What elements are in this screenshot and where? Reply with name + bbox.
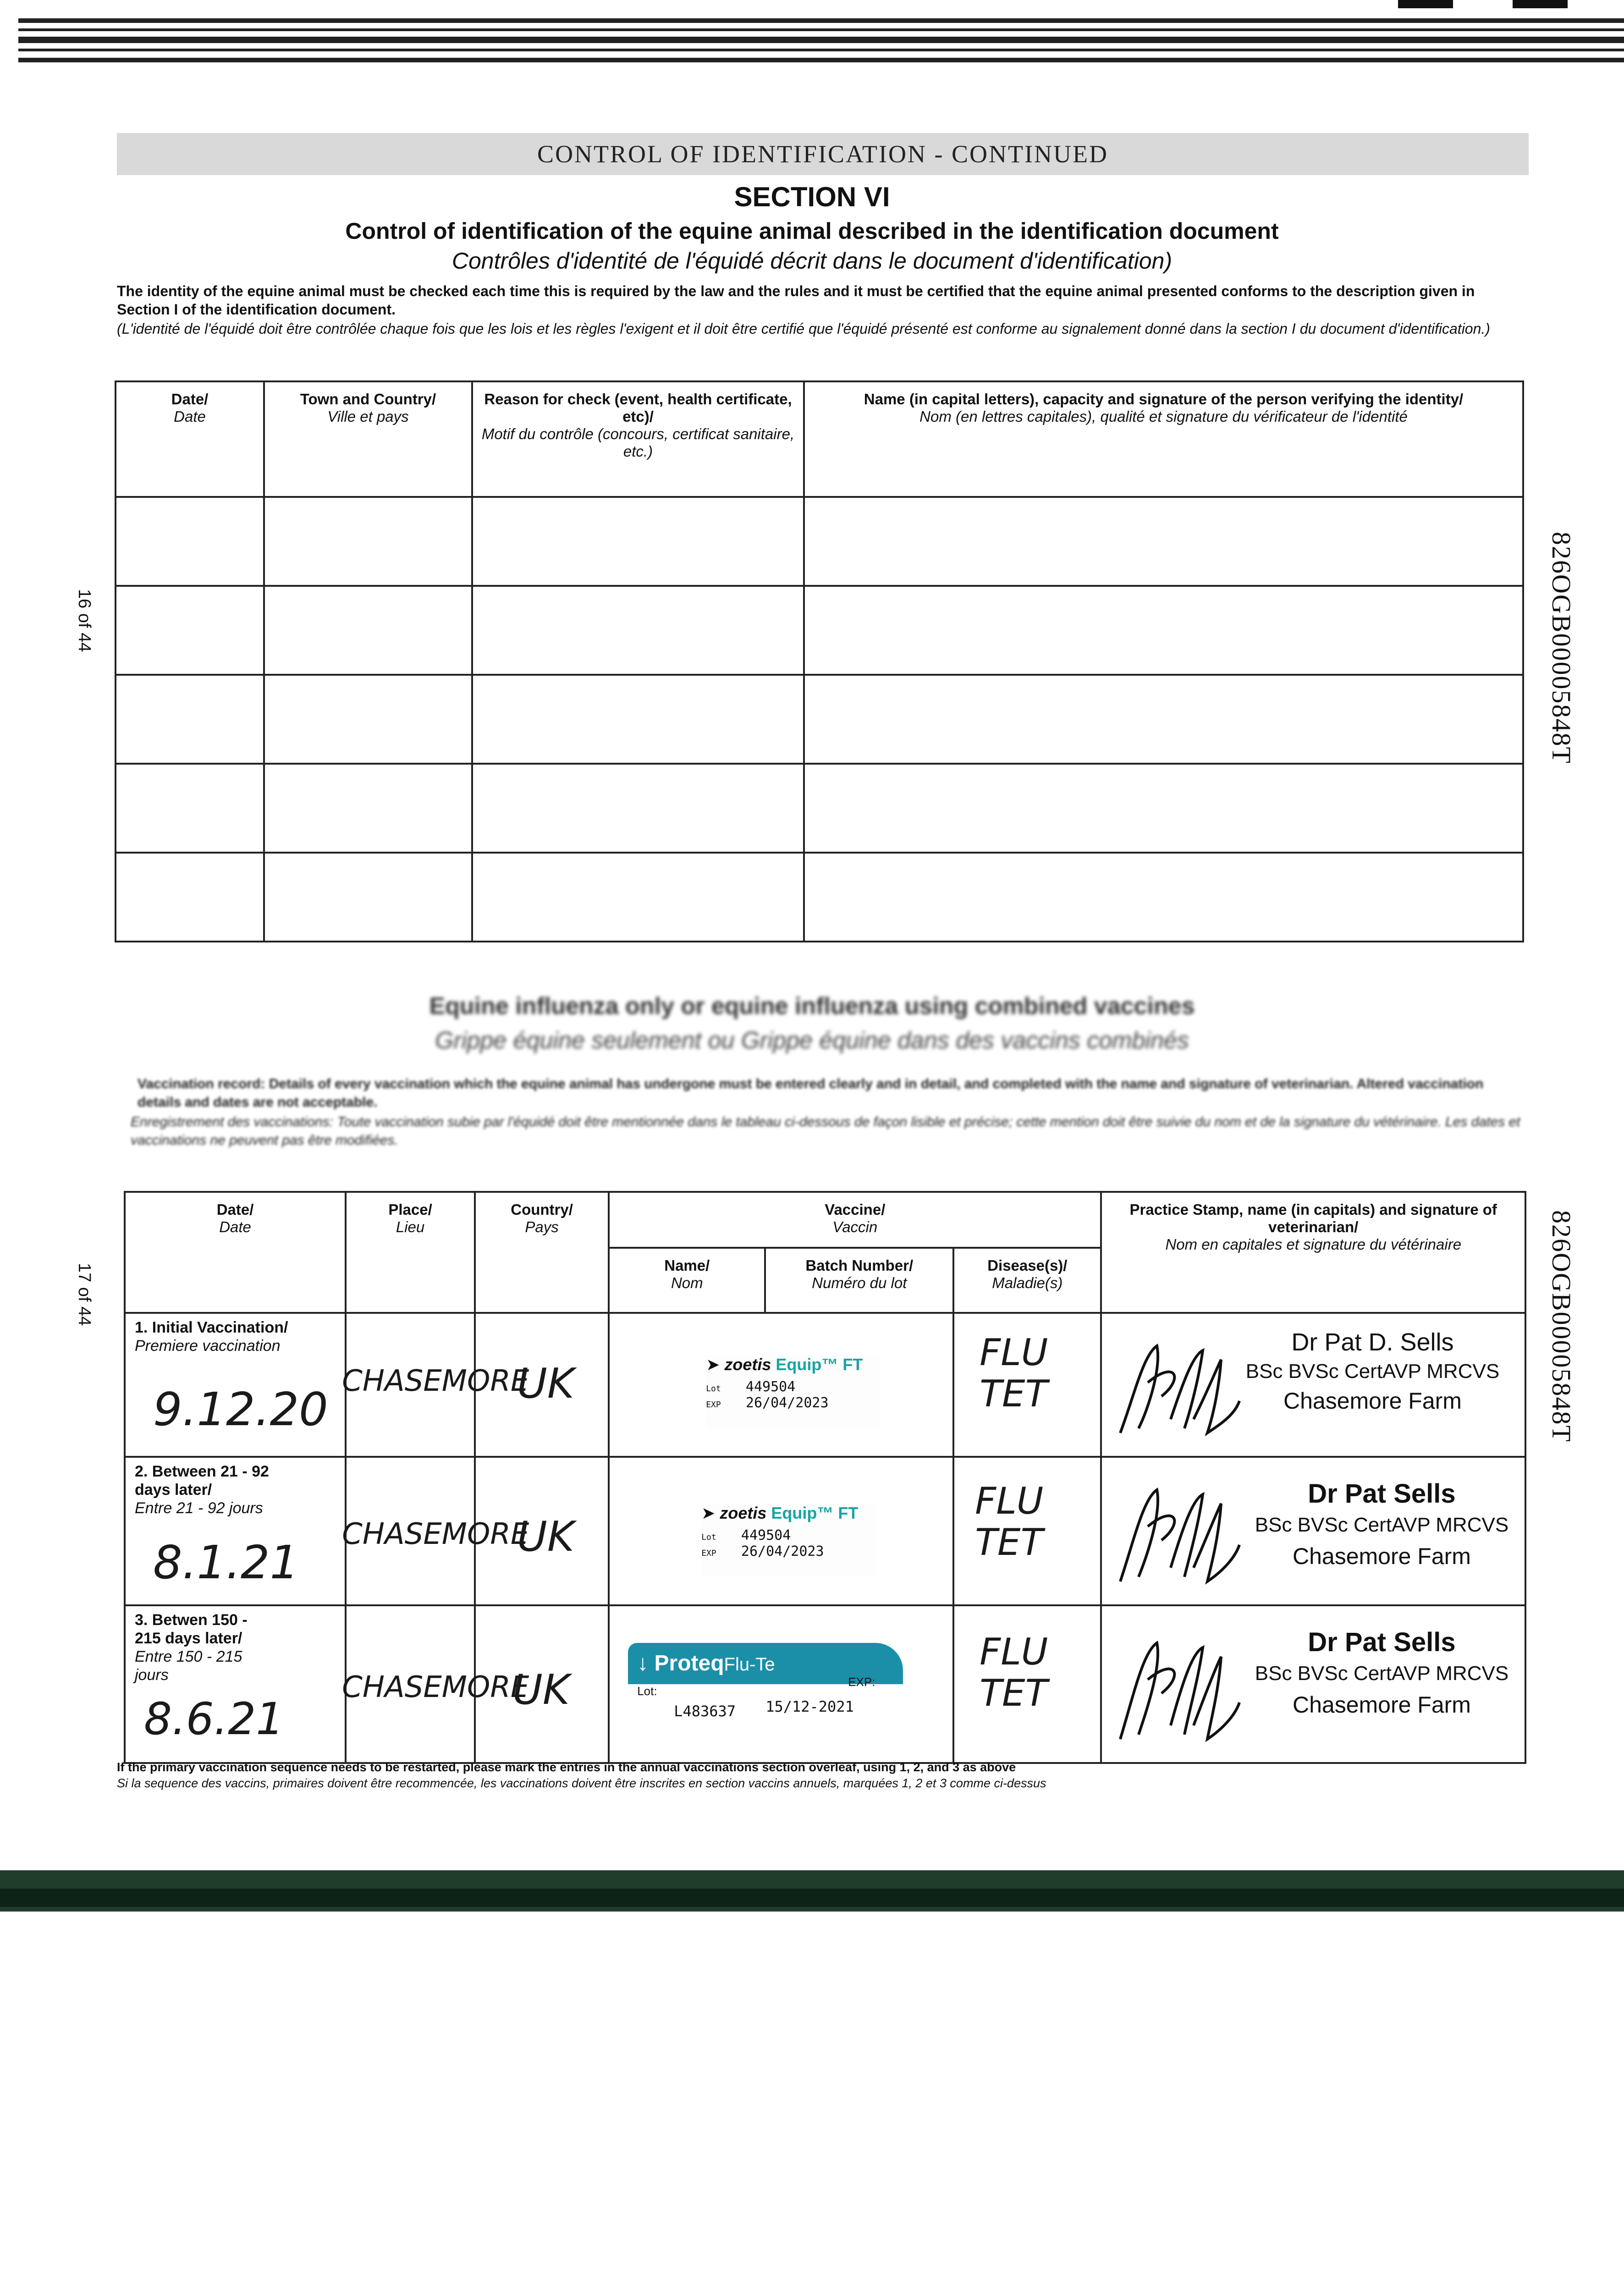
intro-fr: (L'identité de l'équidé doit être contrôlée chaque fois que les lois et les règles l'exigent et il doit être certifié que l'équidé présenté est conforme au signalement donné dans la section I du document d'identification.) [117, 320, 1490, 337]
vaccination-row-2 [125, 1457, 1525, 1605]
vaccination-record-en: Vaccination record: Details of every vaccination which the equine animal has undergone must be entered clearly and in detail, and completed with the name and signature of veterinarian. Altered vaccination details and dates are not acceptable. [138, 1076, 1484, 1110]
scan-corner-mark [1513, 0, 1568, 8]
header-vaccine-name: Name/ Nom [609, 1248, 765, 1313]
header-veterinarian: Practice Stamp, name (in capitals) and signature of veterinarian/ Nom en capitales et signature du vétérinaire [1101, 1192, 1525, 1313]
cell-country[interactable] [475, 1313, 609, 1457]
header-place: Place/ Lieu [346, 1192, 475, 1313]
identification-check-table [115, 380, 1524, 942]
cell-town[interactable] [264, 586, 472, 675]
disease-flu: FLU [975, 1480, 1044, 1522]
table-row [116, 853, 1523, 942]
vaccine-sticker [706, 1355, 880, 1428]
header-date: Date/ Date [116, 381, 264, 497]
cell-country[interactable] [475, 1605, 609, 1763]
lot-label: Lot [706, 1384, 721, 1394]
disease-flu: FLU [980, 1331, 1048, 1374]
disease-tet: TET [980, 1672, 1048, 1714]
header-date: Date/ Date [125, 1192, 346, 1313]
vaccination-row-1 [125, 1313, 1525, 1457]
disease-tet: TET [980, 1372, 1048, 1415]
cell-verifier[interactable] [804, 853, 1523, 942]
lot-number: 449504 [741, 1527, 791, 1543]
footnote-fr: Si la sequence des vaccins, primaires doivent être recommencée, les vaccinations doivent être inscrites en section vaccins annuels, marquées 1, 2 et 3 comme ci-dessus [117, 1776, 1046, 1790]
vet-practice: Chasemore Farm [1292, 1543, 1471, 1569]
vaccine-name: Flu-Te [724, 1654, 775, 1675]
cell-reason[interactable] [472, 764, 804, 853]
signature-icon [1107, 1471, 1244, 1591]
section-banner: CONTROL OF IDENTIFICATION - CONTINUED [117, 133, 1529, 175]
cell-disease[interactable] [953, 1457, 1101, 1605]
cell-town[interactable] [264, 675, 472, 764]
header-town-country: Town and Country/ Ville et pays [264, 381, 472, 497]
title-en: Control of identification of the equine animal described in the identification document [345, 218, 1279, 244]
passport-code-bottom: 826OGB00005848T [1547, 1210, 1576, 1443]
scan-corner-mark [1398, 0, 1453, 8]
cell-town[interactable] [264, 853, 472, 942]
passport-code-top: 826OGB00005848T [1547, 532, 1576, 764]
zoetis-logo-icon: ➤ [701, 1504, 720, 1522]
table-row [116, 764, 1523, 853]
cell-date[interactable] [125, 1457, 346, 1605]
header-vaccine: Vaccine/ Vaccin [609, 1192, 1101, 1248]
exp-label: EXP [701, 1548, 716, 1558]
title-fr: Contrôles d'identité de l'équidé décrit dans le document d'identification) [451, 248, 1173, 274]
vaccine-brand: Proteq [654, 1651, 724, 1675]
cell-verifier[interactable] [804, 586, 1523, 675]
cell-date[interactable] [116, 764, 264, 853]
cell-veterinarian[interactable] [1101, 1457, 1525, 1605]
vaccine-sticker [701, 1504, 875, 1577]
cell-vaccine-sticker[interactable] [609, 1605, 953, 1763]
cell-date[interactable] [116, 853, 264, 942]
cell-place[interactable] [342, 1605, 529, 1763]
vaccine-name: Equip™ FT [776, 1355, 863, 1374]
disease-tet: TET [975, 1521, 1043, 1564]
row-label-fr: Entre 21 - 92 jours [135, 1499, 263, 1517]
expiry-date: 15/12-2021 [765, 1698, 854, 1715]
page-footer-edge [0, 1889, 1624, 1907]
vaccination-place: CHASEMORE [342, 1670, 529, 1704]
table-row [116, 497, 1523, 586]
vet-practice: Chasemore Farm [1283, 1388, 1462, 1414]
row-label-en: 1. Initial Vaccination/ [135, 1319, 288, 1336]
cell-date[interactable] [116, 586, 264, 675]
vaccination-date: 8.1.21 [153, 1536, 299, 1589]
page-number-top: 16 of 44 [75, 589, 94, 652]
row-label-en: 3. Betwen 150 - 215 days later/ [135, 1611, 248, 1647]
scan-border-top [0, 18, 1624, 69]
cell-verifier[interactable] [804, 675, 1523, 764]
lot-label: Lot [701, 1532, 716, 1542]
vet-name: Dr Pat D. Sells [1291, 1328, 1454, 1356]
cell-reason[interactable] [472, 497, 804, 586]
vet-qualifications: BSc BVSc CertAVP MRCVS [1245, 1360, 1500, 1383]
vet-qualifications: BSc BVSc CertAVP MRCVS [1255, 1662, 1509, 1685]
proteq-logo-icon: ↓ [637, 1651, 655, 1675]
cell-town[interactable] [264, 497, 472, 586]
header-verifier: Name (in capital letters), capacity and signature of the person verifying the identity/ Nom (en lettres capitales), qualité et signature du vérificateur de l'identité [804, 381, 1523, 497]
exp-label: EXP: [848, 1675, 875, 1689]
cell-country[interactable] [475, 1457, 609, 1605]
cell-date[interactable] [125, 1313, 346, 1457]
cell-disease[interactable] [953, 1605, 1101, 1763]
cell-date[interactable] [116, 497, 264, 586]
lot-number: 449504 [745, 1379, 796, 1395]
cell-place[interactable] [342, 1313, 529, 1457]
header-batch-number: Batch Number/ Numéro du lot [765, 1248, 953, 1313]
table-row [116, 675, 1523, 764]
vaccination-country: UK [517, 1360, 574, 1408]
vaccination-heading-fr: Grippe équine seulement ou Grippe équine dans des vaccins combinés [435, 1027, 1189, 1054]
header-country: Country/ Pays [475, 1192, 609, 1313]
vet-name: Dr Pat Sells [1308, 1479, 1456, 1509]
cell-place[interactable] [342, 1457, 529, 1605]
header-reason: Reason for check (event, health certificate, etc)/ Motif du contrôle (concours, certificat sanitaire, etc.) [472, 381, 804, 497]
cell-reason[interactable] [472, 853, 804, 942]
signature-icon [1107, 1625, 1244, 1748]
cell-reason[interactable] [472, 675, 804, 764]
signature-icon [1107, 1328, 1244, 1447]
cell-date[interactable] [116, 675, 264, 764]
intro-en: The identity of the equine animal must be checked each time this is required by the law and the rules and it must be certified that the equine animal presented conforms to the description given in Section I of the identification document. [117, 283, 1475, 318]
vaccination-record-fr: Enregistrement des vaccinations: Toute vaccination subie par l'équidé doit être mentionnée dans le tableau ci-dessous de façon lisible et précise; cette mention doit être suivie du nom et de la signature du vétérinaire. Les dates et vaccinations ne peuvent pas être modifiées. [131, 1114, 1520, 1148]
cell-town[interactable] [264, 764, 472, 853]
table-header-row [116, 381, 1523, 497]
vet-qualifications: BSc BVSc CertAVP MRCVS [1255, 1514, 1509, 1536]
table-row [116, 586, 1523, 675]
vaccination-date: 8.6.21 [144, 1693, 284, 1745]
expiry-date: 26/04/2023 [741, 1543, 824, 1559]
vaccination-country: UK [517, 1513, 574, 1561]
lot-number: L483637 [674, 1702, 736, 1720]
zoetis-logo-icon: ➤ [706, 1355, 725, 1374]
cell-reason[interactable] [472, 586, 804, 675]
cell-date[interactable] [125, 1605, 346, 1763]
disease-flu: FLU [980, 1631, 1048, 1673]
page-number-bottom: 17 of 44 [75, 1263, 94, 1326]
vaccination-heading-en: Equine influenza only or equine influenza using combined vaccines [429, 993, 1195, 1019]
vaccination-country: UK [512, 1666, 570, 1714]
vaccine-brand: zoetis [724, 1355, 771, 1374]
vaccine-brand: zoetis [720, 1504, 767, 1522]
exp-label: EXP [706, 1400, 721, 1410]
vaccination-table [124, 1191, 1526, 1764]
cell-verifier[interactable] [804, 764, 1523, 853]
row-label-en: 2. Between 21 - 92 days later/ [135, 1463, 269, 1499]
table-header-row [125, 1192, 1525, 1248]
cell-verifier[interactable] [804, 497, 1523, 586]
cell-veterinarian[interactable] [1101, 1313, 1525, 1457]
vaccination-place: CHASEMORE [342, 1517, 529, 1551]
cell-veterinarian[interactable] [1101, 1605, 1525, 1763]
cell-disease[interactable] [953, 1313, 1101, 1457]
vaccination-row-3 [125, 1605, 1525, 1763]
vaccine-name: Equip™ FT [771, 1504, 859, 1522]
cell-vaccine-sticker[interactable] [609, 1457, 953, 1605]
lot-label: Lot: [637, 1684, 657, 1698]
row-label-fr: Premiere vaccination [135, 1337, 281, 1355]
expiry-date: 26/04/2023 [745, 1395, 829, 1411]
header-disease: Disease(s)/ Maladie(s) [953, 1248, 1101, 1313]
cell-vaccine-sticker[interactable] [609, 1313, 953, 1457]
row-label-fr: Entre 150 - 215 jours [135, 1648, 242, 1684]
vaccination-place: CHASEMORE [342, 1364, 529, 1398]
vet-practice: Chasemore Farm [1292, 1692, 1471, 1718]
section-title: SECTION VI [734, 182, 890, 212]
footnote-en: If the primary vaccination sequence needs to be restarted, please mark the entries in the annual vaccinations section overleaf, using 1, 2, and 3 as above [117, 1760, 1016, 1774]
vaccine-sticker [628, 1643, 903, 1725]
vet-name: Dr Pat Sells [1308, 1627, 1456, 1657]
vaccination-date: 9.12.20 [153, 1383, 328, 1436]
